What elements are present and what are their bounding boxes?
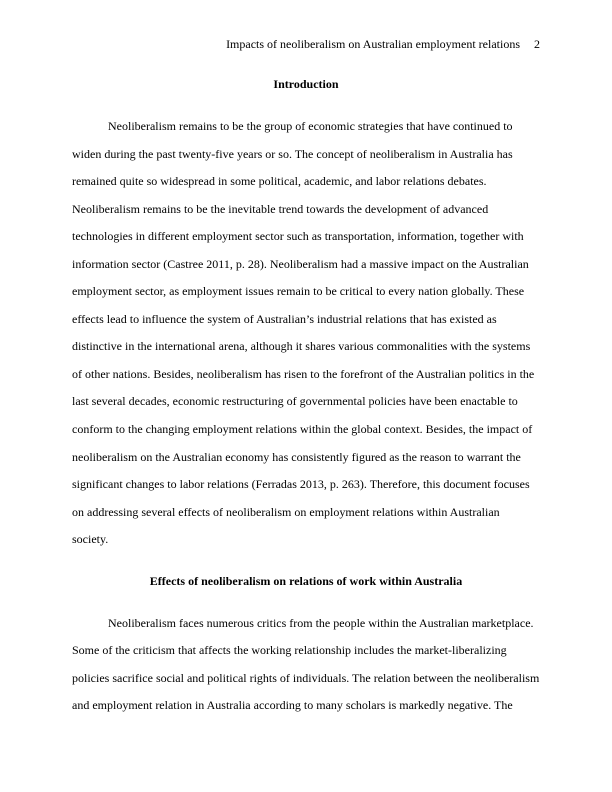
section-heading-introduction: Introduction [273, 77, 339, 91]
paragraph-line: Neoliberalism remains to be the inevitable trend towards the development of advanced [72, 202, 489, 216]
paragraph-line: distinctive in the international arena, although it shares various commonalities with the systems [72, 339, 531, 353]
paragraph-line: last several decades, economic restructuring of governmental policies have been enactable to [72, 394, 518, 408]
paragraph-line: information sector (Castree 2011, p. 28). Neoliberalism had a massive impact on the Australian [72, 257, 529, 271]
paragraph-line: on addressing several effects of neoliberalism on employment relations within Australian [72, 505, 500, 519]
paragraph-line: employment sector, as employment issues remain to be critical to every nation globally. These [72, 284, 525, 298]
running-header [226, 36, 540, 52]
paragraph-line: society. [72, 532, 109, 546]
paragraph-line: significant changes to labor relations (Ferradas 2013, p. 263). Therefore, this document focuses [72, 477, 530, 491]
page-number: 2 [534, 37, 540, 51]
paragraph-line: Neoliberalism remains to be the group of economic strategies that have continued to [108, 119, 513, 133]
paragraph-line: policies sacrifice social and political rights of individuals. The relation between the neoliberalism [72, 671, 540, 685]
paragraph-line: of other nations. Besides, neoliberalism has risen to the forefront of the Australian politics in the [72, 367, 535, 381]
paragraph-line: technologies in different employment sector such as transportation, information, together with [72, 229, 524, 243]
paragraph-line: Some of the criticism that affects the working relationship includes the market-liberalizing [72, 643, 507, 657]
paragraph-line: effects lead to influence the system of Australian’s industrial relations that has existed as [72, 312, 497, 326]
paragraph-line: Neoliberalism faces numerous critics from the people within the Australian marketplace. [108, 616, 534, 630]
running-title: Impacts of neoliberalism on Australian employment relations [226, 37, 520, 51]
section-heading-effects: Effects of neoliberalism on relations of work within Australia [149, 574, 463, 588]
paragraph-line: and employment relation in Australia according to many scholars is markedly negative. The [72, 698, 513, 712]
paragraph-line: remained quite so widespread in some political, academic, and labor relations debates. [72, 174, 487, 188]
paragraph-line: widen during the past twenty-five years or so. The concept of neoliberalism in Australia has [72, 147, 513, 161]
paragraph-line: neoliberalism on the Australian economy has consistently figured as the reason to warrant the [72, 450, 521, 464]
paragraph-line: conform to the changing employment relations within the global context. Besides, the impact of [72, 422, 533, 436]
